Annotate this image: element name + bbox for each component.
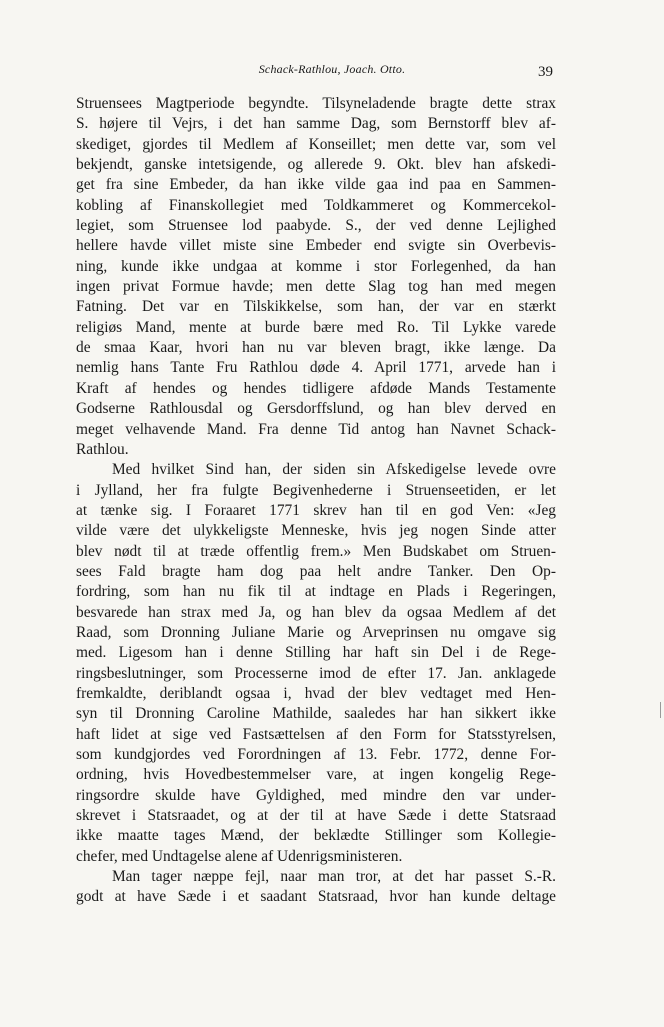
text-line: ringsbeslutninger, som Processerne imod de efter 17. Jan. anklagede [76,664,556,682]
text-line: bekjendt, ganske intetsigende, og allerede 9. Okt. blev han afskedi- [76,156,556,174]
text-line: fremkaldte, deriblandt ogsaa i, hvad der blev vedtaget med Hen- [76,684,556,702]
text-line: Fatning. Det var en Tilskikkelse, som han, der var en stærkt [76,298,556,316]
text-line: godt at have Sæde i et saadant Statsraad, hvor han kunde deltage [76,888,556,906]
text-line: med. Ligesom han i denne Stilling har haft sin Del i de Rege- [76,644,556,662]
text-line: besvarede han strax med Ja, og han blev da ogsaa Medlem af det [76,603,556,621]
text-line: Med hvilket Sind han, der siden sin Afskedigelse levede ovre [112,461,556,479]
text-line: sees Fald bragte ham dog paa helt andre Tanker. Den Op- [76,562,556,580]
paragraph [76,867,556,908]
text-line: kobling af Finanskollegiet med Toldkammeret og Kommercekol- [76,196,556,214]
text-line: ning, kunde ikke undgaa at komme i stor Forlegenhed, da han [76,257,556,275]
paragraph [76,460,556,867]
text-line: ordning, hvis Hovedbestemmelser vare, at ingen kongelig Rege- [76,766,556,784]
text-line: hellere havde villet miste sine Embeder end svigte sin Overbevis- [76,237,556,255]
text-line: at tænke sig. I Foraaret 1771 skrev han til en god Ven: «Jeg [76,501,556,519]
text-line: Godserne Rathlousdal og Gersdorffslund, og han blev derved en [76,400,556,418]
text-line: fordring, som han nu fik til at indtage en Plads i Regeringen, [76,583,556,601]
text-line: ingen privat Formue havde; men dette Slag tog han med megen [76,278,556,296]
text-line: blev nødt til at træde offentlig frem.» Men Budskabet om Struen- [76,542,556,560]
text-line: chefer, med Undtagelse alene af Udenrigsministeren. [76,847,403,865]
text-line: Kraft af hendes og hendes tidligere afdøde Mands Testamente [76,379,556,397]
text-line: religiøs Mand, mente at burde bære med Ro. Til Lykke varede [76,318,556,336]
text-line: de smaa Kaar, hvori han nu var bleven bragt, ikke længe. Da [76,339,556,357]
text-line: ringsordre skulde have Gyldighed, med mindre den var under- [76,786,556,804]
text-line: Raad, som Dronning Juliane Marie og Arveprinsen nu omgave sig [76,623,556,641]
text-line: Rathlou. [76,440,129,458]
running-title: Schack-Rathlou, Joach. Otto. [258,62,406,76]
text-line: skediget, gjordes til Medlem af Konseillet; men dette var, som vel [76,135,556,153]
paragraph [76,94,556,460]
text-line: Struensees Magtperiode begyndte. Tilsyneladende bragte dette strax [76,95,556,112]
text-line: get fra sine Embeder, da han ikke vilde gaa ind paa en Sammen- [76,176,556,194]
text-line: legiet, som Struensee lod paabyde. S., der ved denne Lejlighed [76,217,556,235]
text-line: syn til Dronning Caroline Mathilde, saaledes har han sikkert ikke [76,705,556,723]
text-line: meget velhavende Mand. Fra denne Tid antog han Navnet Schack- [76,420,556,438]
text-line: haft lidet at sige ved Fastsættelsen af den Form for Statsstyrelsen, [76,725,556,743]
text-line: som kundgjordes ved Forordningen af 13. Febr. 1772, denne For- [76,746,556,763]
text-line: ikke maatte tages Mænd, der beklædte Stillinger som Kollegie- [76,827,556,845]
text-line: S. højere til Vejrs, i det han samme Dag, som Bernstorff blev af- [76,115,556,133]
text-line: skrevet i Statsraadet, og at der til at have Sæde i dette Statsraad [76,807,556,825]
text-line: i Jylland, her fra fulgte Begivenhederne i Struenseetiden, er let [76,481,556,499]
text-line: vilde være det ulykkeligste Menneske, hvis jeg nogen Sinde atter [76,522,556,540]
page-number: 39 [538,64,553,80]
text-line: Man tager næppe fejl, naar man tror, at det har passet S.-R. [112,868,556,886]
body-text [76,94,556,908]
margin-mark [660,702,661,718]
text-line: nemlig hans Tante Fru Rathlou døde 4. April 1771, arvede han i [76,359,556,377]
